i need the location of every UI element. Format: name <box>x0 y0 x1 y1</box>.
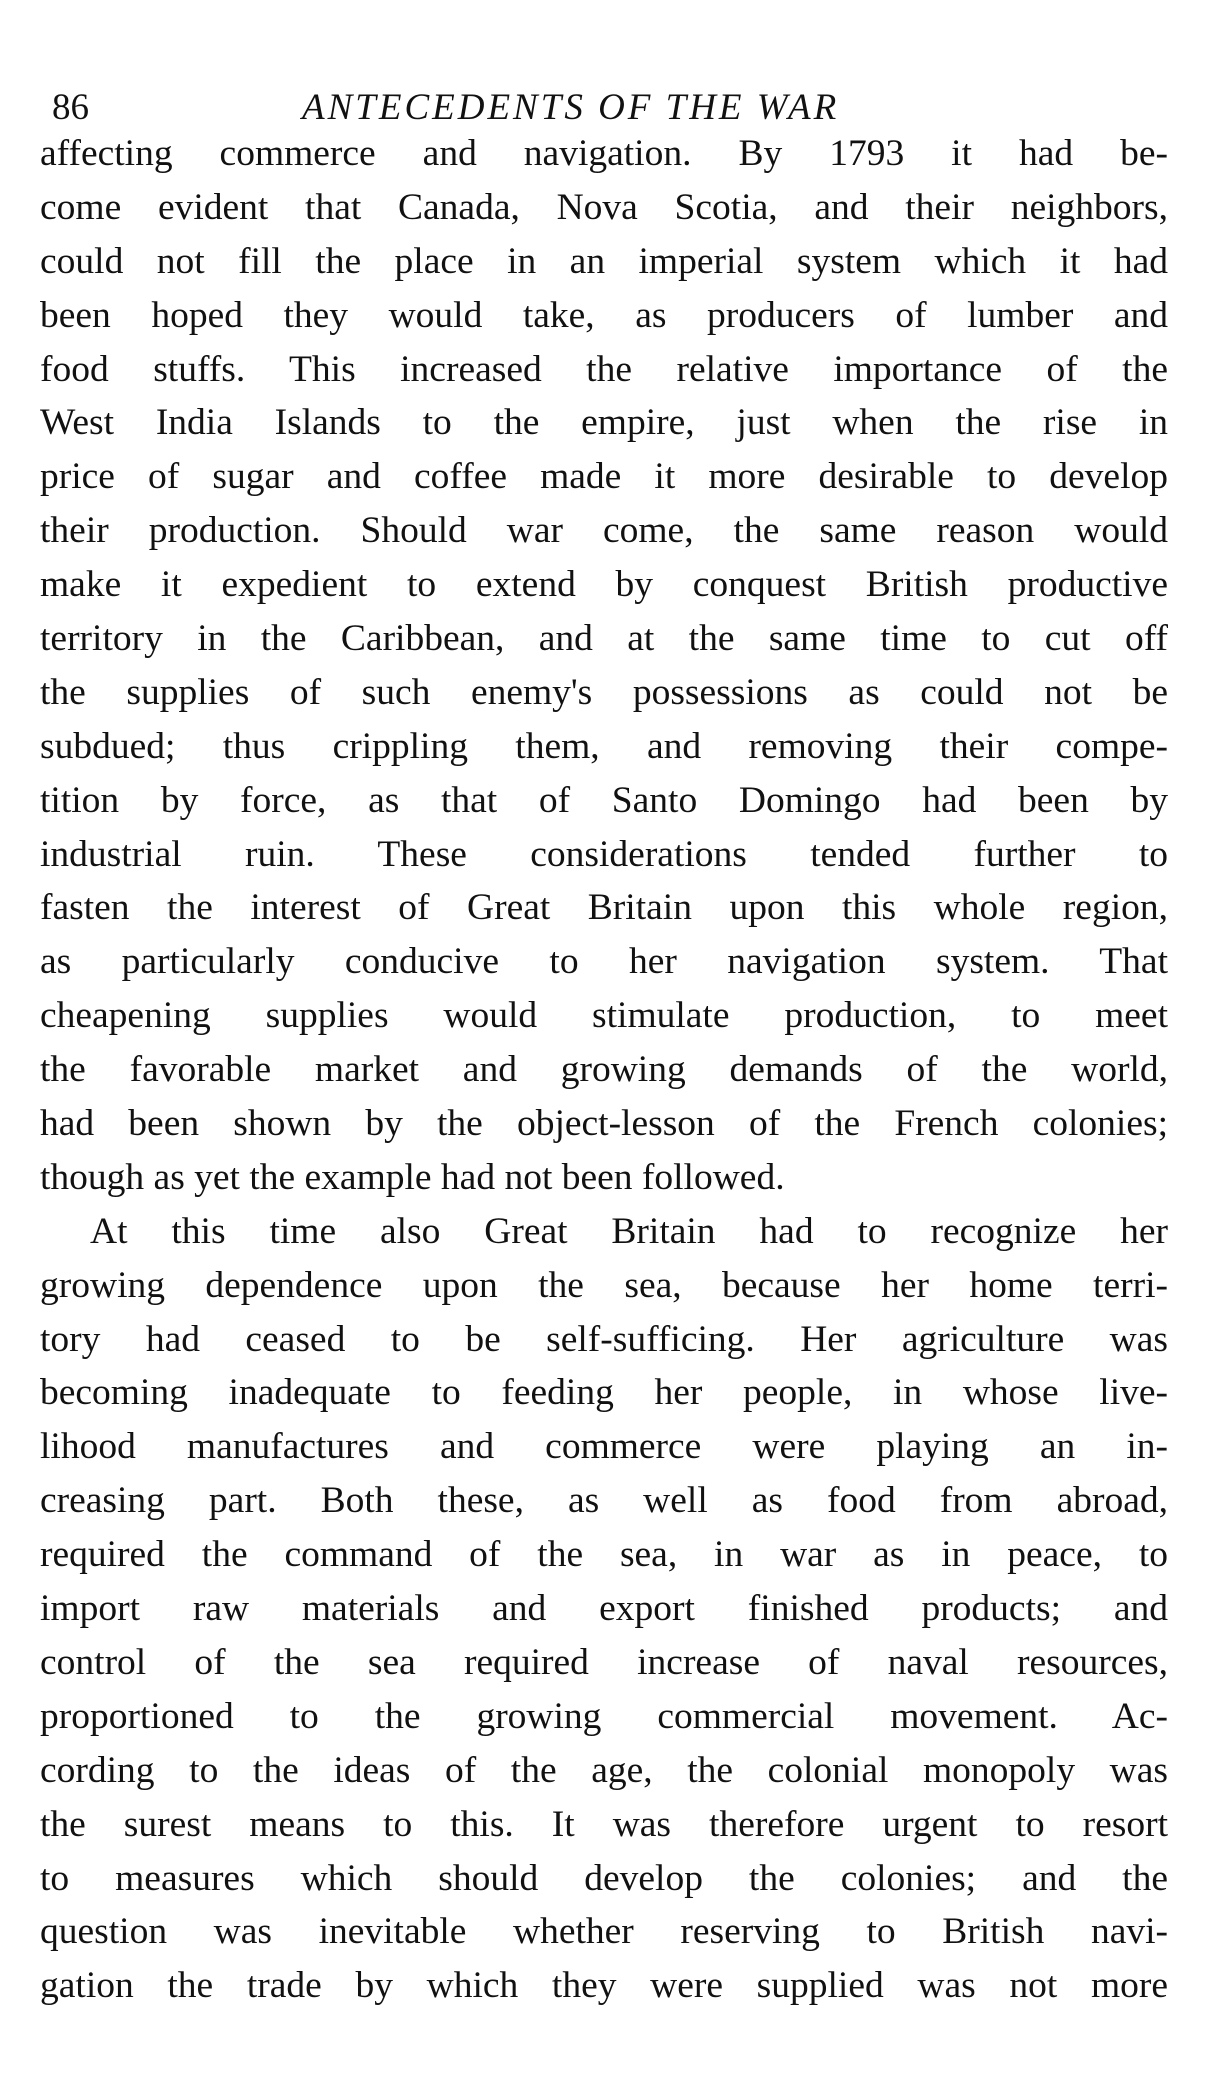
text-line: make it expedient to extend by conquest British productive <box>40 564 1168 606</box>
text-line: import raw materials and export finished products; and <box>40 1588 1168 1630</box>
text-line: food stuffs. This increased the relative importance of the <box>40 348 1168 390</box>
text-line: fasten the interest of Great Britain upon this whole region, <box>40 887 1168 929</box>
text-line: industrial ruin. These considerations tended further to <box>40 833 1168 875</box>
text-line: At this time also Great Britain had to recognize her <box>90 1210 1168 1252</box>
running-title: ANTECEDENTS OF THE WAR <box>302 87 840 128</box>
text-line: tory had ceased to be self-sufficing. Her agriculture was <box>40 1318 1168 1360</box>
text-line: to measures which should develop the colonies; and the <box>40 1857 1168 1899</box>
page-number: 86 <box>52 87 89 128</box>
text-line: lihood manufactures and commerce were playing an in- <box>40 1426 1168 1468</box>
book-page <box>40 72 1170 2007</box>
text-line: could not fill the place in an imperial system which it had <box>40 240 1168 282</box>
text-line: been hoped they would take, as producers of lumber and <box>40 294 1168 336</box>
text-line: question was inevitable whether reserving to British navi- <box>40 1911 1168 1953</box>
text-line: affecting commerce and navigation. By 1793 it had be- <box>40 133 1168 174</box>
text-line: West India Islands to the empire, just when the rise in <box>40 402 1168 444</box>
text-line: though as yet the example had not been followed. <box>40 1156 785 1198</box>
running-head <box>52 72 1170 132</box>
paragraph <box>40 127 1168 1205</box>
body-text <box>40 127 1168 2013</box>
text-line: becoming inadequate to feeding her people, in whose live- <box>40 1372 1168 1414</box>
text-line: price of sugar and coffee made it more desirable to develop <box>40 456 1168 498</box>
text-line: the surest means to this. It was therefore urgent to resort <box>40 1803 1168 1845</box>
text-line: tition by force, as that of Santo Domingo had been by <box>40 779 1168 821</box>
text-line: cheapening supplies would stimulate production, to meet <box>40 995 1168 1037</box>
text-line: control of the sea required increase of naval resources, <box>40 1641 1168 1683</box>
text-line: growing dependence upon the sea, because her home terri- <box>40 1264 1168 1306</box>
text-line: gation the trade by which they were supplied was not more <box>40 1965 1168 2007</box>
text-line: cording to the ideas of the age, the colonial monopoly was <box>40 1749 1168 1791</box>
text-line: as particularly conducive to her navigation system. That <box>40 941 1168 983</box>
text-line: territory in the Caribbean, and at the same time to cut off <box>40 618 1168 660</box>
paragraph <box>40 1205 1168 2013</box>
text-line: subdued; thus crippling them, and removing their compe- <box>40 725 1168 767</box>
text-line: their production. Should war come, the same reason would <box>40 510 1168 552</box>
text-line: had been shown by the object-lesson of the French colonies; <box>40 1103 1168 1145</box>
text-line: required the command of the sea, in war as in peace, to <box>40 1534 1168 1576</box>
text-line: come evident that Canada, Nova Scotia, and their neighbors, <box>40 186 1168 228</box>
text-line: the favorable market and growing demands of the world, <box>40 1049 1168 1091</box>
text-line: the supplies of such enemy's possessions as could not be <box>40 671 1168 713</box>
text-line: proportioned to the growing commercial movement. Ac- <box>40 1695 1168 1737</box>
text-line: creasing part. Both these, as well as food from abroad, <box>40 1480 1168 1522</box>
